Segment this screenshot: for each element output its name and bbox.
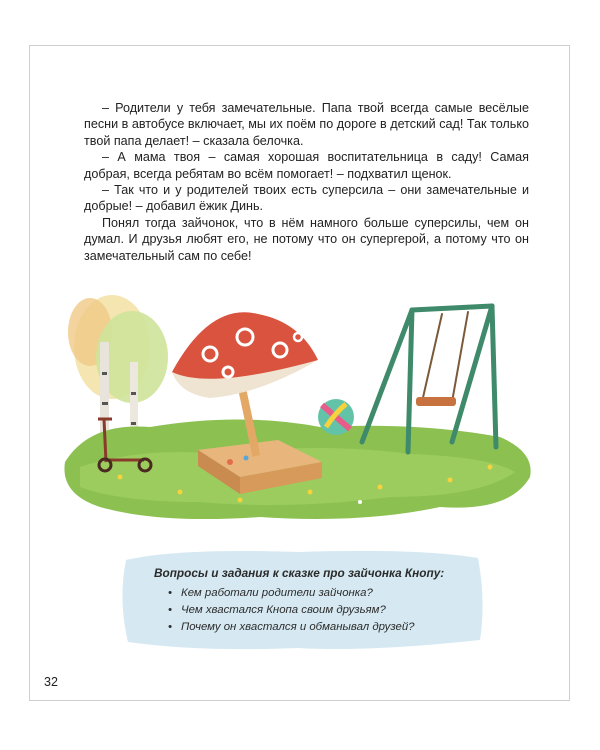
questions-title: Вопросы и задания к сказке про зайчонка Кнопу: (154, 566, 445, 580)
bullet-icon: • (168, 604, 172, 616)
page-number: 32 (44, 675, 58, 689)
question-text: Чем хвастался Кнопа своим друзьям? (181, 604, 386, 616)
question-item (168, 602, 415, 619)
bullet-icon: • (168, 621, 172, 633)
questions-list (168, 585, 415, 636)
story-paragraph: – Родители у тебя замечательные. Папа твой всегда самые весёлые песни в автобусе включает, мы их поём по дороге в детский сад! Так только твой папа делает! – сказала белочка. (84, 101, 529, 148)
question-item (168, 619, 415, 636)
story-paragraph: – Так что и у родителей твоих есть суперсила – они замечательные и добрые! – добавил ёжик Динь. (84, 183, 529, 214)
story-paragraph: Понял тогда зайчонок, что в нём намного больше суперсилы, чем он думал. И друзья любят его, не потому что он супергерой, а потому что он замечательный сам по себе! (84, 215, 529, 263)
story-text (84, 100, 529, 264)
bullet-icon: • (168, 587, 172, 599)
story-paragraph: – А мама твоя – самая хорошая воспитательница в саду! Самая добрая, всегда ребятам во всём помогает! – подхватил щенок. (84, 150, 529, 181)
question-text: Кем работали родители зайчонка? (181, 587, 373, 599)
beach-ball (318, 399, 354, 435)
questions-box (118, 548, 486, 652)
playground-illustration (60, 262, 540, 537)
question-text: Почему он хвастался и обманывал друзей? (181, 621, 415, 633)
question-item (168, 585, 415, 602)
playground-scene (60, 262, 540, 537)
